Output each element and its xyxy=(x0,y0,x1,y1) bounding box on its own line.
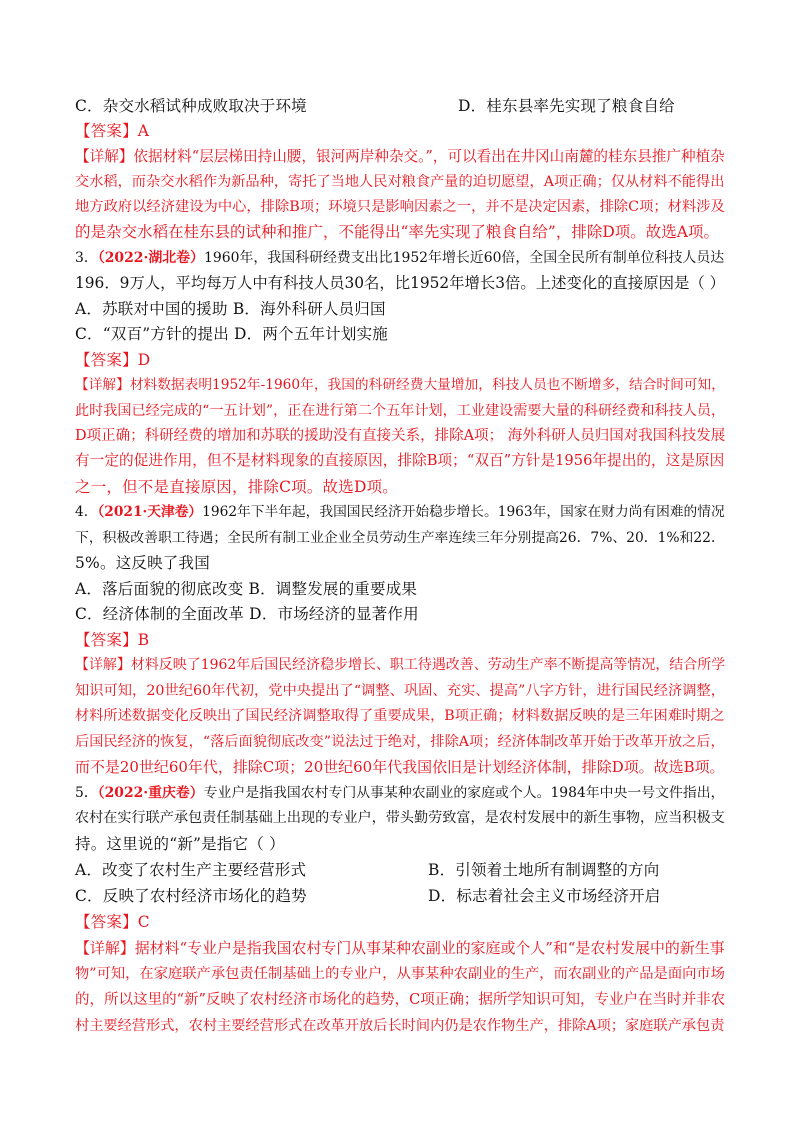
question-stem xyxy=(75,783,725,803)
detail-line: 此时我国已经完成的“一五计划”，正在进行第二个五年计划，工业建设需要大量的科研经费和科技人员， xyxy=(75,403,726,419)
question-source: （2021·天津卷） xyxy=(97,504,203,520)
option-line xyxy=(75,886,661,906)
detail-line: 物”可知，在家庭联产承包责任制基础上的专业户，从事某种农副业的生产，而农副业的产品是面向市场 xyxy=(75,966,725,982)
stem-line: 下，积极改善职工待遇；全民所有制工业企业全员劳动生产率连续三年分别提高26．7%、20．1%和22． xyxy=(75,530,725,546)
option-line: A．落后面貌的彻底改变 B．调整发展的重要成果 xyxy=(75,580,418,598)
detail-line: 之一，但不是直接原因，排除C项。故选D项。 xyxy=(75,478,398,496)
detail-label: 【详解】 xyxy=(75,939,135,957)
detail-line xyxy=(75,655,725,675)
question-number: 3． xyxy=(75,250,98,266)
option-line xyxy=(75,860,660,880)
detail-label: 【详解】 xyxy=(75,657,131,673)
detail-text: 材料数据表明1952年-1960年，我国的科研经费大量增加，科技人员也不断增多，结合时间可知， xyxy=(129,377,725,393)
option-c: C．杂交水稻试种成败取决于环境 xyxy=(75,97,307,115)
detail-text: 据材料“专业户是指我国农村专门从事某种农副业的家庭或个人”和“是农村发展中的新生事 xyxy=(134,939,725,957)
question-source: （2022·重庆卷） xyxy=(97,785,204,801)
option-b: B．引领着土地所有制调整的方向 xyxy=(428,861,660,879)
detail-line xyxy=(75,938,725,958)
detail-line xyxy=(75,147,725,167)
detail-line: 材料所述数据变化反映出了国民经济调整取得了重要成果，B项正确；材料数据反映的是三年困难时期之 xyxy=(75,708,725,724)
stem-text: 1962年下半年起，我国国民经济开始稳步增长。1963年，国家在财力尚有困难的情况 xyxy=(202,504,725,520)
detail-line: 交水稻，而杂交水稻作为新品种，寄托了当地人民对粮食产量的迫切愿望，A项正确；仅从材料不能得出 xyxy=(75,174,725,190)
question-number: 4． xyxy=(75,504,98,520)
option-c: C．反映了农村经济市场化的趋势 xyxy=(75,887,307,905)
answer-label: 【答案】B xyxy=(75,631,150,649)
option-line: C．经济体制的全面改革 D．市场经济的显著作用 xyxy=(75,605,419,623)
detail-label: 【详解】 xyxy=(75,148,134,165)
answer-label: 【答案】A xyxy=(75,122,150,140)
detail-line: 村主要经营形式，农村主要经营形式在改革开放后长时间内仍是农作物生产，排除A项；家庭联产承包责 xyxy=(75,1018,725,1034)
option-line: C．“双百”方针的提出 D．两个五年计划实施 xyxy=(75,325,388,343)
detail-label: 【详解】 xyxy=(75,377,130,393)
stem-line: 农村在实行联产承包责任制基础上出现的专业户，带头勤劳致富，是农村发展中的新生事物，应当积极支 xyxy=(75,810,725,826)
option-d: D．标志着社会主义市场经济开启 xyxy=(428,887,661,905)
option-line xyxy=(75,96,675,116)
detail-line: D项正确；科研经费的增加和苏联的援助没有直接关系，排除A项； 海外科研人员归国对我国科技发展 xyxy=(75,428,726,444)
answer-label: 【答案】D xyxy=(75,351,151,369)
detail-line: 后国民经济的恢复，“落后面貌彻底改变”说法过于绝对，排除A项；经济体制改革开始于改革开放之后， xyxy=(75,734,725,750)
stem-text: 1960年，我国科研经费支出比1952年增长近60倍，全国全民所有制单位科技人员达 xyxy=(204,250,725,266)
detail-line: 知识可知，20世纪60年代初，党中央提出了“调整、巩固、充实、提高”八字方针，进行国民经济调整， xyxy=(75,683,726,699)
option-a: A．改变了农村生产主要经营形式 xyxy=(75,861,307,879)
stem-line: 持。这里说的“新”是指它（ ） xyxy=(75,835,285,853)
stem-line: 5%。这反映了我国 xyxy=(75,554,210,572)
option-line: A．苏联对中国的援助 B．海外科研人员归国 xyxy=(75,300,386,318)
detail-text: 依据材料“层层梯田持山腰，银河两岸种杂交。”，可以看出在井冈山南麓的桂东县推广种植杂 xyxy=(133,148,725,165)
detail-text: 材料反映了1962年后国民经济稳步增长、职工待遇改善、劳动生产率不断提高等情况，结合所学 xyxy=(130,657,726,673)
detail-line xyxy=(75,375,725,395)
question-stem xyxy=(75,502,725,522)
question-source: （2022·湖北卷） xyxy=(97,250,205,266)
detail-line: 的是杂交水稻在桂东县的试种和推广，不能得出“率先实现了粮食自给”，排除D项。故选A项。 xyxy=(75,223,719,241)
question-number: 5． xyxy=(75,785,98,801)
detail-line: 有一定的促进作用，但不是材料现象的直接原因，排除B项；“双百”方针是1956年提出的，这是原因 xyxy=(75,452,725,469)
detail-line: 的，所以这里的“新”反映了农村经济市场化的趋势，C项正确；据所学知识可知，专业户在当时并非农 xyxy=(75,992,726,1008)
detail-line: 地方政府以经济建设为中心，排除B项；环境只是影响因素之一，并不是决定因素，排除C项；材料涉及 xyxy=(75,199,725,215)
stem-line: 196．9万人，平均每万人中有科技人员30名，比1952年增长3倍。上述变化的直接原因是（ ） xyxy=(75,274,725,292)
stem-text: 专业户是指我国农村专门从事某种农副业的家庭或个人。1984年中央一号文件指出， xyxy=(203,785,725,801)
option-d: D．桂东县率先实现了粮食自给 xyxy=(458,97,675,115)
question-stem xyxy=(75,248,724,268)
detail-line: 而不是20世纪60年代，排除C项；20世纪60年代我国依旧是计划经济体制，排除D项。故选B项。 xyxy=(75,758,725,776)
answer-label: 【答案】C xyxy=(75,913,150,931)
